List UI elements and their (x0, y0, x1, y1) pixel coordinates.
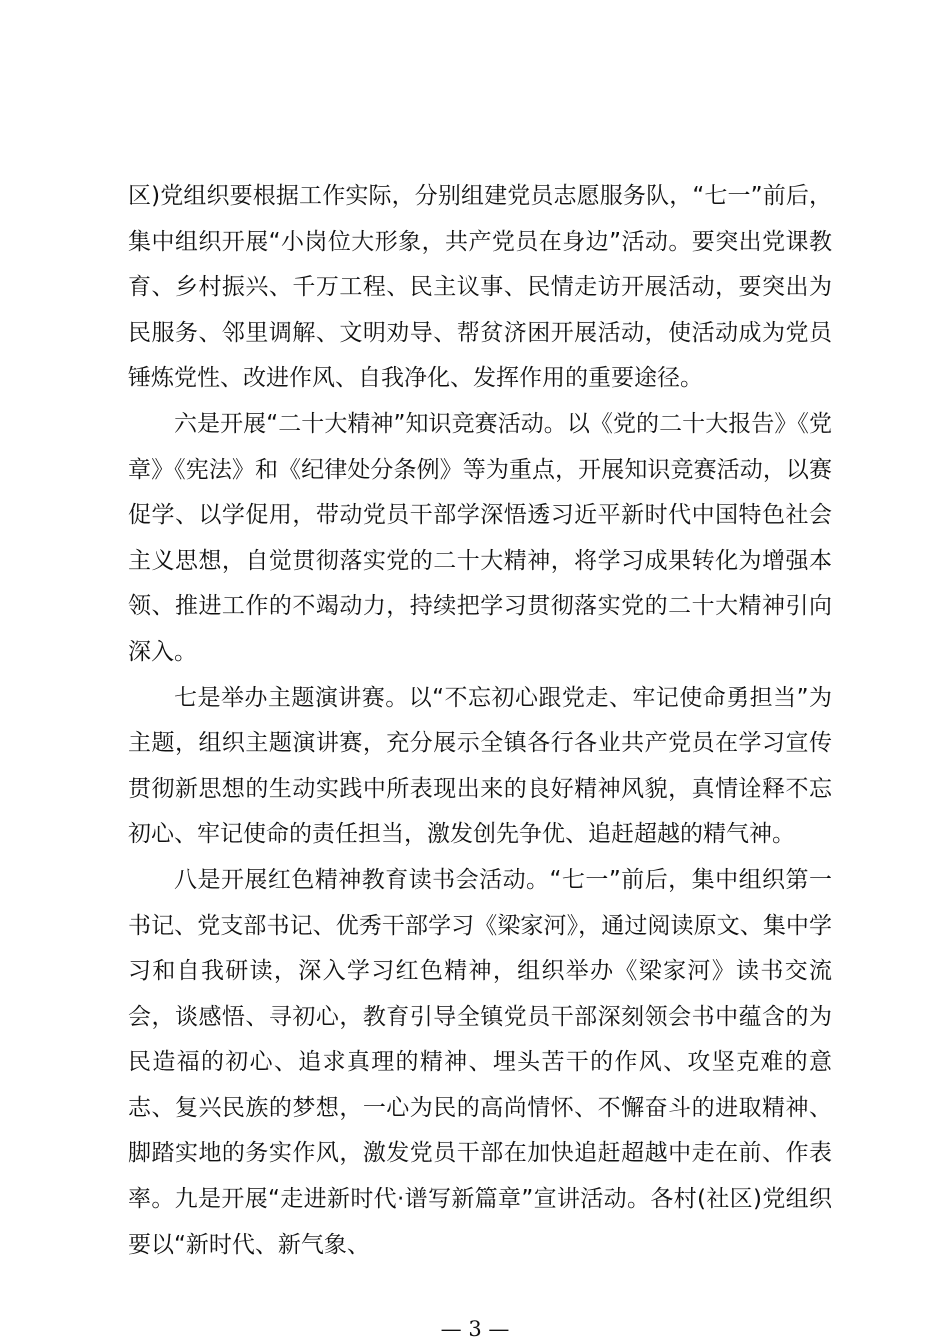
paragraph-item-8: 八是开展红色精神教育读书会活动。“七一”前后，集中组织第一书记、党支部书记、优秀干部学习《梁家河》，通过阅读原文、集中学习和自我研读，深入学习红色精神，组织举办《梁家河》读书交流会，谈感悟、寻初心，教育引导全镇党员干部深刻领会书中蕴含的为民造福的初心、追求真理的精神、埋头苦干的作风、攻坚克难的意志、复兴民族的梦想，一心为民的高尚情怀、不懈奋斗的进取精神、脚踏实地的务实作风，激发党员干部在加快追赶超越中走在前、作表率。九是开展“走进新时代·谱写新篇章”宣讲活动。各村(社区)党组织要以“新时代、新气象、 (128, 866, 832, 1258)
paragraph-item-7: 七是举办主题演讲赛。以“不忘初心跟党走、牢记使命勇担当”为主题，组织主题演讲赛，充分展示全镇各行各业共产党员在学习宣传贯彻新思想的生动实践中所表现出来的良好精神风貌，真情诠释不忘初心、牢记使命的责任担当，激发创先争优、追赶超越的精气神。 (128, 684, 832, 848)
page-number: — 3 — (440, 1317, 510, 1341)
paragraph-continued: 区)党组织要根据工作实际，分别组建党员志愿服务队，“七一”前后，集中组织开展“小岗位大形象，共产党员在身边”活动。要突出党课教育、乡村振兴、千万工程、民主议事、民情走访开展活动，要突出为民服务、邻里调解、文明劝导、帮贫济困开展活动，使活动成为党员锤炼党性、改进作风、自我净化、发挥作用的重要途径。 (128, 183, 832, 392)
document-body (128, 174, 832, 1268)
paragraph-item-6: 六是开展“二十大精神”知识竞赛活动。以《党的二十大报告》《党章》《宪法》和《纪律处分条例》等为重点，开展知识竞赛活动，以赛促学、以学促用，带动党员干部学深悟透习近平新时代中国特色社会主义思想，自觉贯彻落实党的二十大精神，将学习成果转化为增强本领、推进工作的不竭动力，持续把学习贯彻落实党的二十大精神引向深入。 (128, 410, 832, 665)
